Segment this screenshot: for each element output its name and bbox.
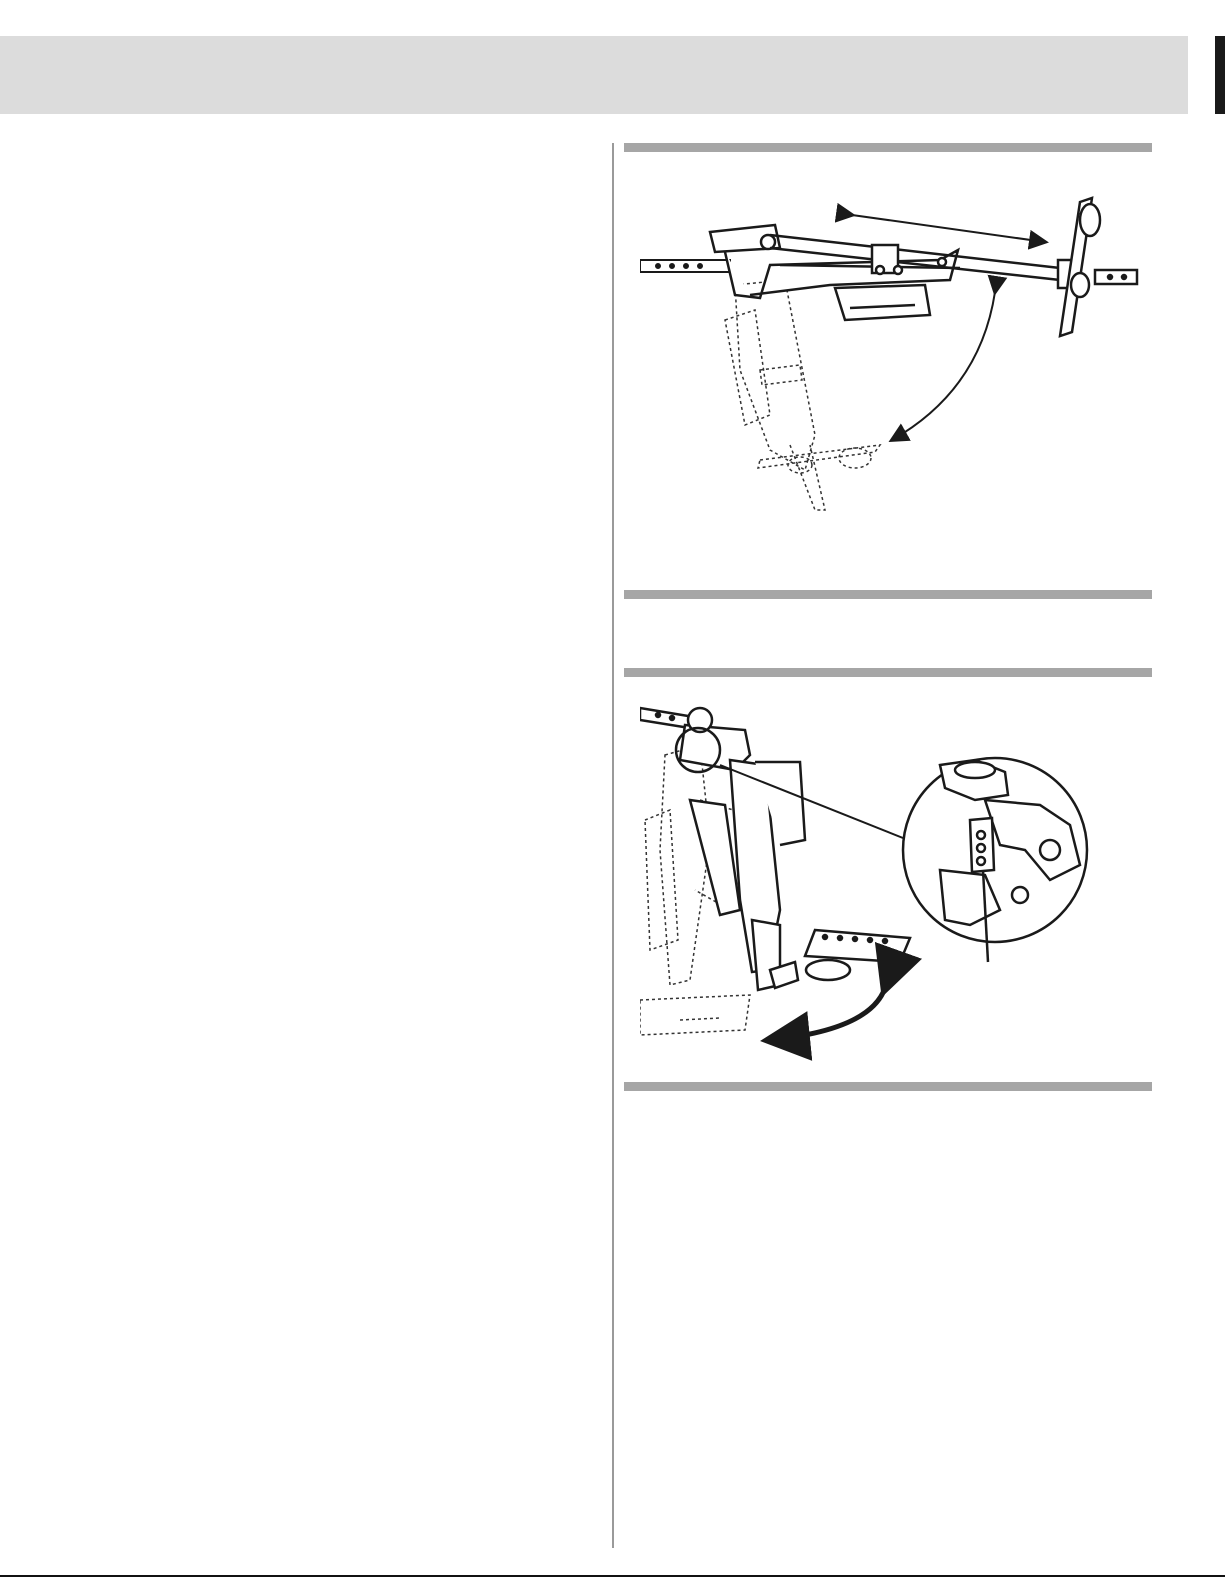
column-divider [612,143,614,1548]
legrest-in-use [640,708,910,990]
figure-2-bottom-rule [624,1082,1152,1091]
legrest-swing-away-illustration [640,700,1140,1065]
detail-magnifier [903,758,1087,962]
figure-legrest-swing-away [640,700,1140,1065]
page-footer-line [0,1575,1225,1577]
length-double-arrow-icon [852,215,1045,242]
legrest-extended [710,198,1137,336]
page-edge-tab [1215,36,1225,114]
figure-2-top-rule [624,668,1152,677]
figure-legrest-adjustment [640,190,1140,525]
swing-curved-arrow-icon [770,988,885,1040]
figure-1-bottom-rule [624,590,1152,599]
figure-1-top-rule [624,143,1152,152]
mount-rail [640,260,730,272]
page-header-band [0,36,1188,114]
legrest-adjustment-illustration [640,190,1140,525]
